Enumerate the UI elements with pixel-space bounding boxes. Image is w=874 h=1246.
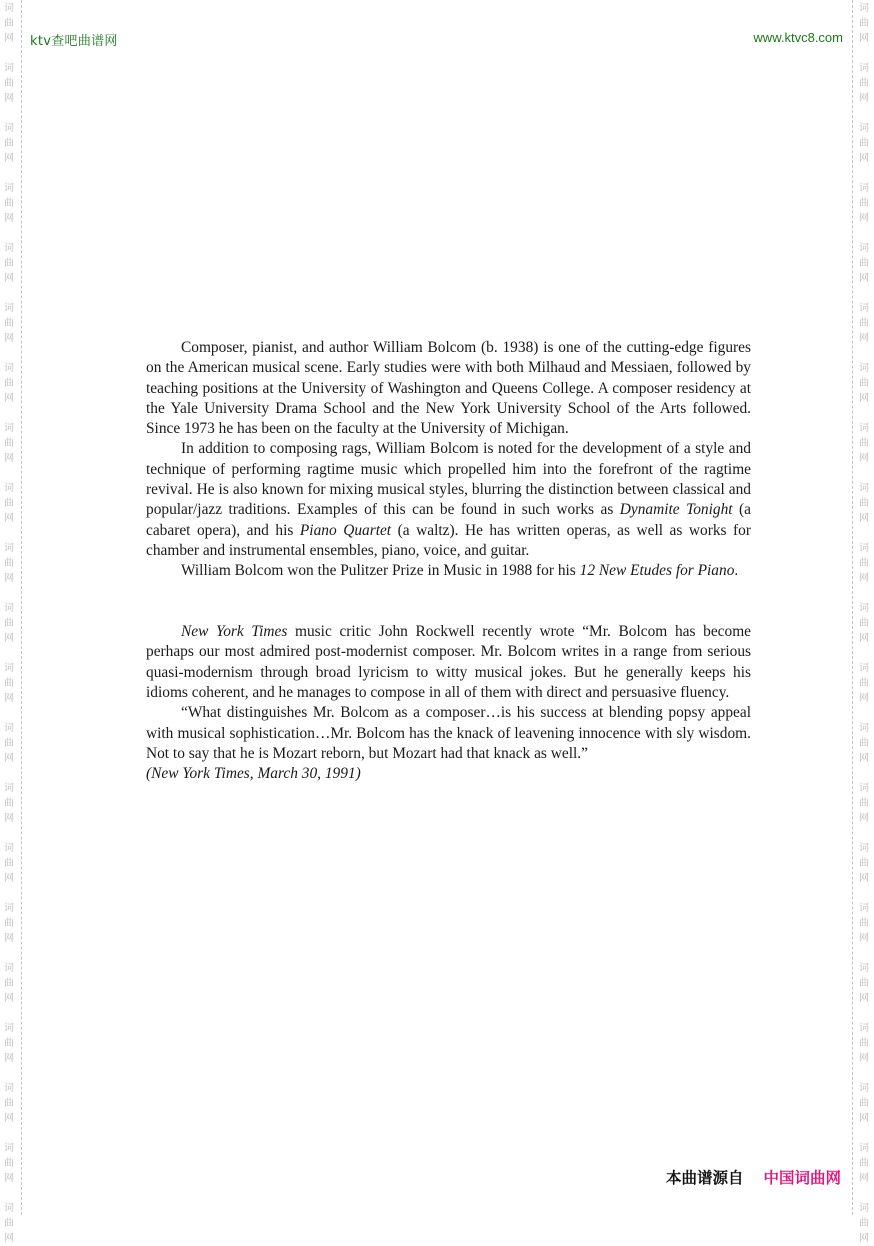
watermark-char: 网 [859,1233,869,1244]
watermark-char: 网 [859,1113,869,1124]
watermark-char: 网 [4,213,14,224]
watermark-group [2,961,16,1006]
site-name-header[interactable]: ktv查吧曲谱网 [30,34,118,49]
watermark-char: 词 [4,843,14,854]
watermark-char: 网 [4,753,14,764]
watermark-char: 网 [4,1053,14,1064]
watermark-group [857,541,871,586]
watermark-char: 词 [859,3,869,14]
paragraph-ragtime [146,439,751,561]
watermark-char: 词 [4,663,14,674]
watermark-char: 网 [4,573,14,584]
watermark-group [2,181,16,226]
watermark-char: 词 [859,903,869,914]
right-watermark-column [857,0,871,1244]
watermark-group [2,1021,16,1066]
watermark-char: 曲 [859,1098,869,1109]
watermark-char: 网 [4,813,14,824]
text-span: In addition to composing rags, William Bolcom is noted for the development of a style and technique of performing ragtime music which propelled him into the forefront of the ragtime revival. He is also known for mixing musical styles, blurring the distinction between classical and popular/jazz traditions. Examples of this can be found in such works as [146,440,751,519]
watermark-group [2,121,16,166]
watermark-char: 词 [4,603,14,614]
watermark-group [2,61,16,106]
biography-text [146,338,751,784]
work-title: 12 New Etudes for Piano [579,562,735,580]
watermark-char: 曲 [4,498,14,509]
watermark-char: 网 [859,153,869,164]
watermark-char: 曲 [859,18,869,29]
watermark-char: 曲 [859,78,869,89]
watermark-group [2,421,16,466]
watermark-group [2,661,16,706]
source-label: 本曲谱源自 [665,1169,744,1187]
watermark-group [857,1141,871,1186]
watermark-group [2,1081,16,1126]
watermark-char: 网 [859,393,869,404]
watermark-char: 曲 [859,558,869,569]
watermark-char: 词 [859,723,869,734]
watermark-group [857,841,871,886]
watermark-group [857,901,871,946]
watermark-char: 曲 [4,858,14,869]
watermark-group [2,241,16,286]
watermark-char: 网 [859,693,869,704]
watermark-char: 网 [859,213,869,224]
text-span: (a waltz). He has written operas, as well as works for chamber and instrumental ensembles, piano, voice, and guitar. [146,521,752,559]
watermark-char: 词 [4,243,14,254]
watermark-char: 词 [859,603,869,614]
watermark-group [2,721,16,766]
watermark-char: 词 [4,303,14,314]
text-span: music critic John Rockwell recently wrote “Mr. Bolcom has become perhaps our most admired post-modernist composer. Mr. Bolcom writes in a range from serious quasi-modernism through broad lyricism to witty musical jokes. But he generally keeps his idioms coherent, and he manages to compose in all of them with direct and persuasive fluency. [146,623,752,701]
watermark-char: 网 [4,993,14,1004]
watermark-char: 词 [4,123,14,134]
watermark-char: 曲 [4,198,14,209]
watermark-group [857,421,871,466]
watermark-char: 网 [859,513,869,524]
watermark-char: 网 [4,1113,14,1124]
watermark-char: 曲 [4,1098,14,1109]
watermark-char: 网 [4,333,14,344]
watermark-char: 词 [859,363,869,374]
watermark-group [857,61,871,106]
watermark-char: 曲 [859,918,869,929]
watermark-char: 网 [859,33,869,44]
watermark-char: 曲 [859,618,869,629]
text-span: William Bolcom won the Pulitzer Prize in Music in 1988 for his [181,562,580,580]
watermark-char: 网 [859,753,869,764]
watermark-char: 词 [4,363,14,374]
watermark-char: 曲 [4,1038,14,1049]
watermark-char: 网 [4,513,14,524]
watermark-char: 词 [4,1203,14,1214]
watermark-char: 网 [859,453,869,464]
watermark-char: 词 [859,123,869,134]
watermark-char: 网 [4,453,14,464]
watermark-char: 网 [4,93,14,104]
site-url-header[interactable]: www.ktvc8.com [753,30,843,45]
footer-source [666,1166,841,1188]
quote-text: “What distinguishes Mr. Bolcom as a composer…is his success at blending popsy appeal with musical sophistication…Mr. Bolcom has the knack of leavening innocence with sly wisdom. Not to say that he is Mozart reborn, but Mozart had that knack as well.” [146,704,751,762]
watermark-group [2,301,16,346]
watermark-char: 网 [4,873,14,884]
watermark-char: 词 [4,483,14,494]
watermark-char: 曲 [859,1158,869,1169]
paragraph-pulitzer [146,561,751,581]
watermark-char: 词 [859,543,869,554]
watermark-group [2,541,16,586]
text-span: . [734,562,739,580]
watermark-char: 曲 [4,798,14,809]
text-span: (a cabaret opera), and his [146,501,751,539]
watermark-char: 曲 [859,798,869,809]
watermark-char: 曲 [4,378,14,389]
citation: (New York Times, March 30, 1991) [146,765,361,783]
watermark-char: 网 [859,1173,869,1184]
watermark-group [857,361,871,406]
watermark-char: 曲 [4,558,14,569]
watermark-char: 网 [4,393,14,404]
watermark-char: 词 [859,1143,869,1154]
watermark-char: 词 [859,243,869,254]
watermark-char: 曲 [4,738,14,749]
watermark-char: 曲 [859,438,869,449]
watermark-char: 词 [859,423,869,434]
watermark-char: 曲 [859,498,869,509]
work-title: Dynamite Tonight [619,501,733,519]
watermark-char: 词 [859,843,869,854]
watermark-char: 曲 [4,618,14,629]
watermark-char: 曲 [4,78,14,89]
watermark-char: 曲 [859,678,869,689]
watermark-char: 词 [859,1023,869,1034]
watermark-char: 曲 [859,318,869,329]
watermark-group [857,121,871,166]
watermark-group [2,1141,16,1186]
watermark-group [857,781,871,826]
watermark-char: 网 [859,273,869,284]
watermark-char: 词 [4,423,14,434]
watermark-char: 曲 [4,978,14,989]
watermark-char: 网 [859,93,869,104]
watermark-char: 网 [4,1233,14,1244]
watermark-group [2,1,16,46]
watermark-group [857,961,871,1006]
watermark-char: 网 [859,813,869,824]
watermark-char: 曲 [859,258,869,269]
watermark-char: 词 [859,483,869,494]
watermark-group [2,361,16,406]
watermark-char: 词 [859,63,869,74]
watermark-char: 词 [4,63,14,74]
watermark-char: 词 [859,963,869,974]
watermark-group [857,1201,871,1246]
watermark-group [2,901,16,946]
publication-title: New York Times [181,623,288,641]
watermark-group [2,1201,16,1246]
watermark-char: 词 [4,183,14,194]
watermark-char: 曲 [859,1218,869,1229]
left-dashed-margin-line [21,0,22,1215]
watermark-group [2,601,16,646]
watermark-char: 曲 [4,1218,14,1229]
watermark-char: 网 [4,933,14,944]
watermark-char: 曲 [859,978,869,989]
watermark-char: 网 [4,153,14,164]
watermark-char: 词 [4,543,14,554]
watermark-char: 词 [4,3,14,14]
watermark-char: 曲 [859,858,869,869]
section-gap [146,582,751,623]
watermark-char: 网 [4,633,14,644]
watermark-group [857,1021,871,1066]
watermark-char: 网 [4,273,14,284]
watermark-char: 词 [859,183,869,194]
watermark-char: 曲 [859,138,869,149]
watermark-char: 词 [4,723,14,734]
watermark-char: 词 [4,1143,14,1154]
watermark-char: 曲 [4,678,14,689]
watermark-group [2,781,16,826]
watermark-char: 词 [4,963,14,974]
watermark-char: 词 [4,1023,14,1034]
watermark-char: 曲 [859,378,869,389]
watermark-char: 网 [859,633,869,644]
watermark-group [857,721,871,766]
watermark-char: 词 [859,663,869,674]
watermark-char: 网 [859,873,869,884]
watermark-char: 曲 [4,438,14,449]
source-site-link[interactable]: 中国词曲网 [763,1169,841,1187]
watermark-char: 网 [859,333,869,344]
watermark-char: 词 [4,903,14,914]
watermark-group [857,1,871,46]
watermark-char: 网 [4,33,14,44]
watermark-group [857,601,871,646]
watermark-char: 曲 [4,318,14,329]
watermark-group [857,1081,871,1126]
watermark-char: 曲 [859,1038,869,1049]
watermark-char: 词 [859,303,869,314]
watermark-char: 网 [4,693,14,704]
watermark-char: 曲 [4,138,14,149]
watermark-char: 曲 [4,18,14,29]
paragraph-critic-review [146,622,751,703]
watermark-char: 词 [859,1083,869,1094]
watermark-group [857,661,871,706]
watermark-group [2,481,16,526]
watermark-char: 网 [4,1173,14,1184]
watermark-char: 网 [859,933,869,944]
watermark-char: 词 [4,783,14,794]
watermark-char: 网 [859,573,869,584]
right-dashed-margin-line [852,0,853,1215]
watermark-char: 曲 [4,1158,14,1169]
paragraph-quote [146,703,751,784]
watermark-char: 词 [859,1203,869,1214]
watermark-char: 网 [859,1053,869,1064]
left-watermark-column [2,0,16,1244]
paragraph-bio-intro: Composer, pianist, and author William Bolcom (b. 1938) is one of the cutting-edge figures on the American musical scene. Early studies were with both Milhaud and Messiaen, followed by teaching positions at the University of Washington and Queens College. A composer residency at the Yale University Drama School and the New York University School of the Arts followed. Since 1973 he has been on the faculty at the University of Michigan. [146,339,751,438]
watermark-group [857,181,871,226]
watermark-group [2,841,16,886]
watermark-char: 词 [4,1083,14,1094]
watermark-char: 网 [859,993,869,1004]
watermark-group [857,241,871,286]
watermark-group [857,301,871,346]
watermark-char: 词 [859,783,869,794]
watermark-char: 曲 [859,738,869,749]
work-title: Piano Quartet [299,521,392,539]
watermark-char: 曲 [4,918,14,929]
watermark-char: 曲 [4,258,14,269]
watermark-group [857,481,871,526]
watermark-char: 曲 [859,198,869,209]
